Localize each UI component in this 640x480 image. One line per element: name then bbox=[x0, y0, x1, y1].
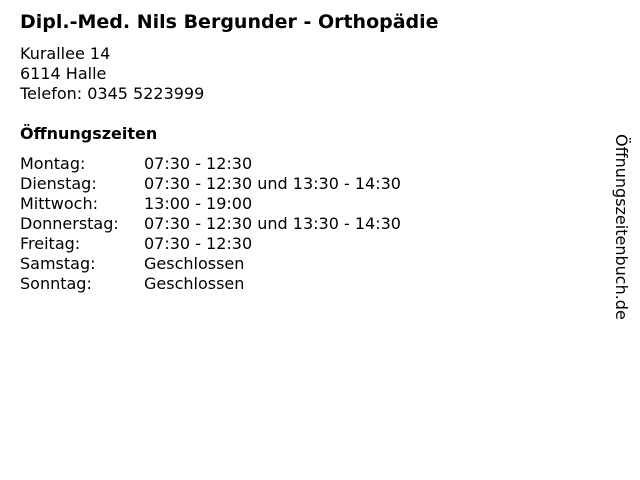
hours-row-friday bbox=[20, 234, 401, 254]
watermark-container bbox=[610, 134, 632, 334]
hours-day: Samstag: bbox=[20, 254, 96, 273]
hours-time: Geschlossen bbox=[144, 274, 245, 293]
phone-number: Telefon: 0345 5223999 bbox=[20, 84, 205, 103]
hours-row-saturday bbox=[20, 254, 401, 274]
hours-day: Sonntag: bbox=[20, 274, 92, 293]
opening-hours-heading: Öffnungszeiten bbox=[20, 124, 158, 143]
hours-day: Dienstag: bbox=[20, 174, 97, 193]
hours-time: 07:30 - 12:30 bbox=[144, 234, 253, 253]
hours-time: 07:30 - 12:30 und 13:30 - 14:30 bbox=[144, 214, 401, 233]
hours-day: Mittwoch: bbox=[20, 194, 98, 213]
hours-row-thursday bbox=[20, 214, 401, 234]
address-block bbox=[20, 44, 204, 104]
hours-row-monday bbox=[20, 154, 401, 174]
site-watermark: Öffnungszeitenbuch.de bbox=[612, 134, 631, 320]
city-postal: 6114 Halle bbox=[20, 64, 107, 83]
hours-row-wednesday bbox=[20, 194, 401, 214]
business-name: Dipl.-Med. Nils Bergunder - Orthopädie bbox=[20, 11, 439, 33]
hours-time: 07:30 - 12:30 und 13:30 - 14:30 bbox=[144, 174, 401, 193]
hours-day: Montag: bbox=[20, 154, 86, 173]
hours-row-sunday bbox=[20, 274, 401, 294]
opening-hours-table bbox=[20, 154, 401, 294]
hours-time: Geschlossen bbox=[144, 254, 245, 273]
street-address: Kurallee 14 bbox=[20, 44, 111, 63]
hours-time: 13:00 - 19:00 bbox=[144, 194, 253, 213]
hours-time: 07:30 - 12:30 bbox=[144, 154, 253, 173]
hours-day: Donnerstag: bbox=[20, 214, 119, 233]
hours-row-tuesday bbox=[20, 174, 401, 194]
hours-day: Freitag: bbox=[20, 234, 81, 253]
